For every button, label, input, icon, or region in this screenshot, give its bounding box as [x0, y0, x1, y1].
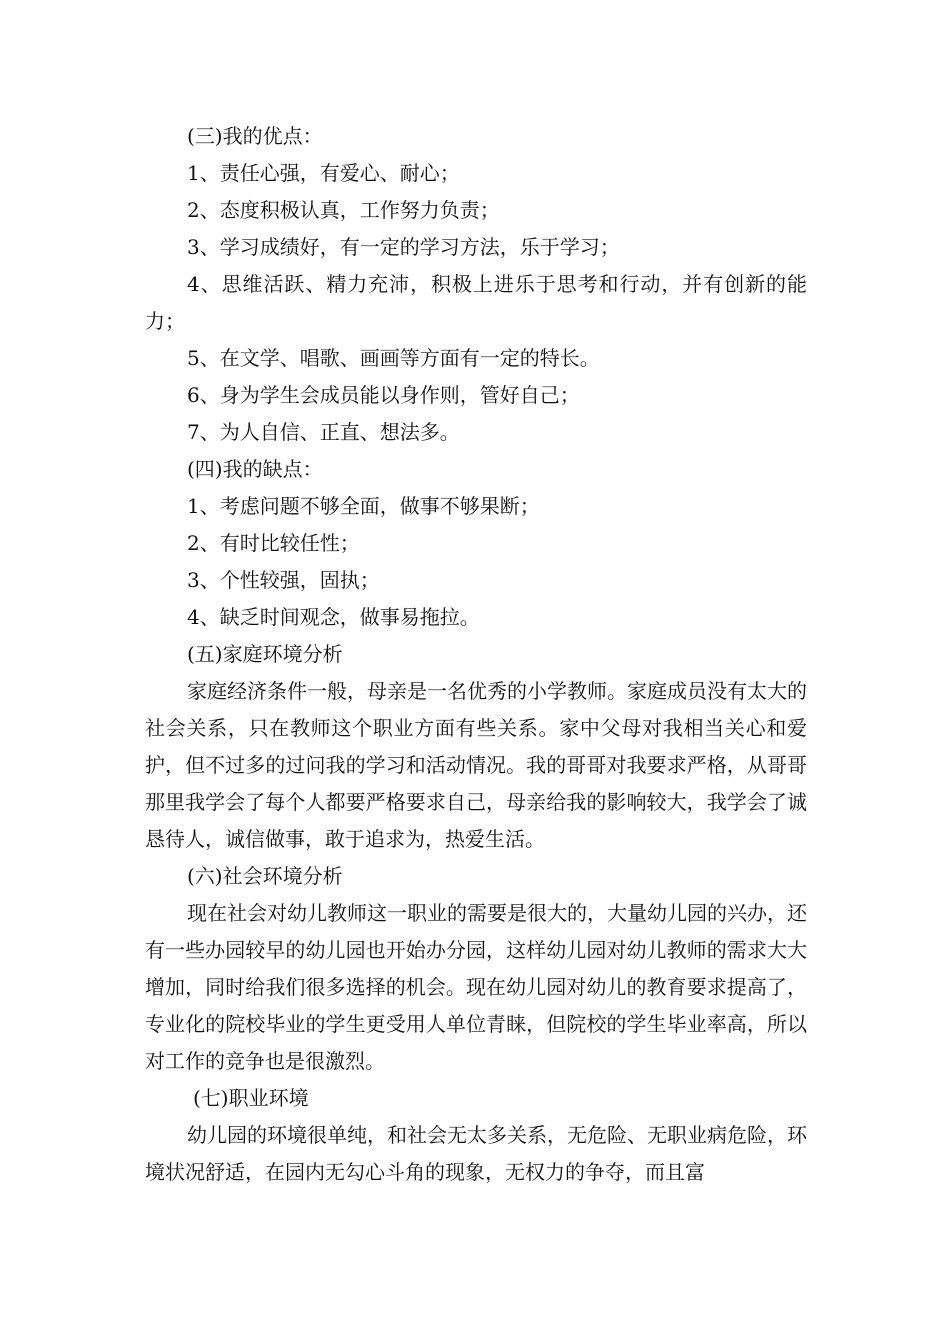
strength-item-4: 4、思维活跃、精力充沛，积极上进乐于思考和行动，并有创新的能力； [145, 272, 807, 333]
heading-social-environment: (六)社会环境分析 [187, 864, 343, 888]
heading-strengths: (三)我的优点： [187, 124, 323, 148]
strength-item-7: 7、为人自信、正直、想法多。 [187, 420, 460, 444]
strength-item-6: 6、身为学生会成员能以身作则，管好自己； [187, 383, 580, 407]
weakness-item-4: 4、缺乏时间观念，做事易拖拉。 [187, 605, 480, 629]
heading-weaknesses: (四)我的缺点： [187, 457, 323, 481]
strength-item-1: 1、责任心强，有爱心、耐心； [187, 161, 460, 185]
paragraph-family-environment: 家庭经济条件一般，母亲是一名优秀的小学教师。家庭成员没有太大的社会关系，只在教师这个职业方面有些关系。家中父母对我相当关心和爱护，但不过多的过问我的学习和活动情况。我的哥哥对我要求严格，从哥哥那里我学会了每个人都要严格要求自己，母亲给我的影响较大，我学会了诚恳待人，诚信做事，敢于追求为，热爱生活。 [145, 679, 807, 851]
document-page [145, 118, 807, 1191]
strength-item-5: 5、在文学、唱歌、画画等方面有一定的特长。 [187, 346, 600, 370]
paragraph-career-environment: 幼儿园的环境很单纯，和社会无太多关系，无危险、无职业病危险，环境状况舒适，在园内无勾心斗角的现象，无权力的争夺，而且富 [145, 1123, 807, 1184]
weakness-item-1: 1、考虑问题不够全面，做事不够果断； [187, 494, 540, 518]
weakness-item-3: 3、个性较强，固执； [187, 568, 380, 592]
paragraph-social-environment: 现在社会对幼儿教师这一职业的需要是很大的，大量幼儿园的兴办，还有一些办园较早的幼儿园也开始办分园，这样幼儿园对幼儿教师的需求大大增加，同时给我们很多选择的机会。现在幼儿园对幼儿的教育要求提高了，专业化的院校毕业的学生更受用人单位青睐，但院校的学生毕业率高，所以对工作的竞争也是很激烈。 [145, 901, 807, 1073]
strength-item-3: 3、学习成绩好，有一定的学习方法，乐于学习； [187, 235, 620, 259]
heading-family-environment: (五)家庭环境分析 [187, 642, 343, 666]
heading-career-environment: (七)职业环境 [193, 1086, 309, 1110]
weakness-item-2: 2、有时比较任性； [187, 531, 360, 555]
strength-item-2: 2、态度积极认真，工作努力负责； [187, 198, 500, 222]
